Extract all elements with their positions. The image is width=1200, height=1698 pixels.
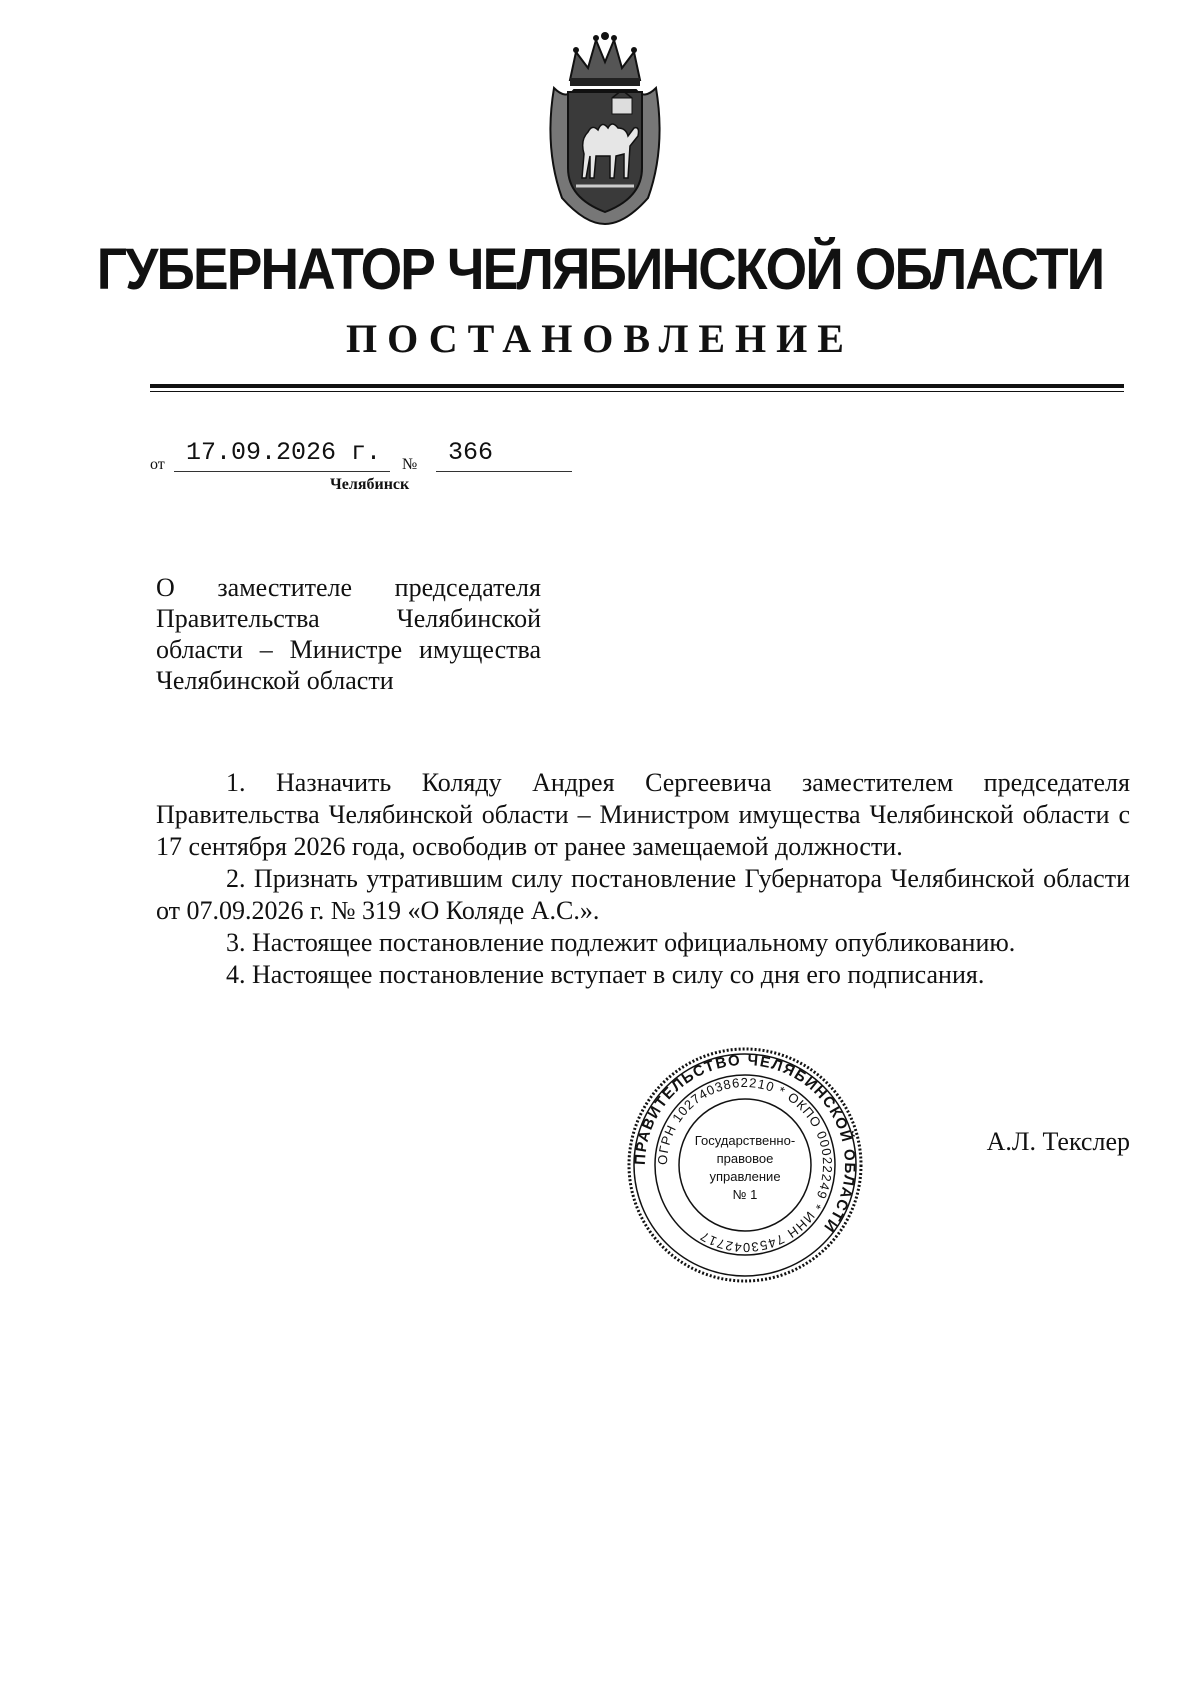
document-number: 366 <box>448 438 494 467</box>
document-subject <box>156 572 541 696</box>
stamp-center-line: Государственно- <box>694 1133 796 1148</box>
stamp-center-line: правовое <box>716 1151 774 1166</box>
stamp-center-line: № 1 <box>732 1187 758 1202</box>
issue-city: Челябинск <box>330 476 410 493</box>
official-stamp <box>625 1045 865 1285</box>
date-number-line <box>150 438 580 478</box>
subject-line: О заместителе председателя <box>156 573 541 602</box>
signer-name: А.Л. Текслер <box>986 1127 1130 1156</box>
body-paragraph: 4. Настоящее постановление вступает в силу со дня его подписания. <box>226 960 985 989</box>
subject-line: Правительства Челябинской <box>156 604 541 633</box>
document-body <box>156 767 1130 991</box>
body-paragraph: 2. Признать утратившим силу постановление Губернатора Челябинской области от 07.09.2026 г. № 319 «О Коляде А.С.». <box>156 864 1130 925</box>
body-paragraph: 1. Назначить Коляду Андрея Сергеевича заместителем председателя Правительства Челябинской области – Министром имущества Челябинской области с 17 сентября 2026 года, освободив от ранее замещаемой должности. <box>156 768 1130 861</box>
date-prefix: от <box>150 456 165 473</box>
coat-of-arms-emblem <box>540 28 670 228</box>
header-rule-thick <box>150 384 1124 388</box>
stamp-outer-text: ПРАВИТЕЛЬСТВО ЧЕЛЯБИНСКОЙ ОБЛАСТИ <box>631 1051 859 1236</box>
date-underline <box>174 471 390 472</box>
stamp-center-line: управление <box>709 1169 781 1184</box>
authority-title: ГУБЕРНАТОР ЧЕЛЯБИНСКОЙ ОБЛАСТИ <box>96 237 1104 302</box>
subject-line: Челябинской области <box>156 666 394 695</box>
number-prefix: № <box>402 456 418 473</box>
document-type: ПОСТАНОВЛЕНИЕ <box>346 316 854 361</box>
number-underline <box>436 471 572 472</box>
subject-line: области – Министре имущества <box>156 635 541 664</box>
header-rule-thin <box>150 391 1124 392</box>
body-paragraph: 3. Настоящее постановление подлежит официальному опубликованию. <box>226 928 1016 957</box>
document-date: 17.09.2026 г. <box>186 438 382 467</box>
stamp-codes-text: ОГРН 1027403862210 * ОКПО 00022249 * ИНН 7453042717 <box>654 1074 836 1256</box>
